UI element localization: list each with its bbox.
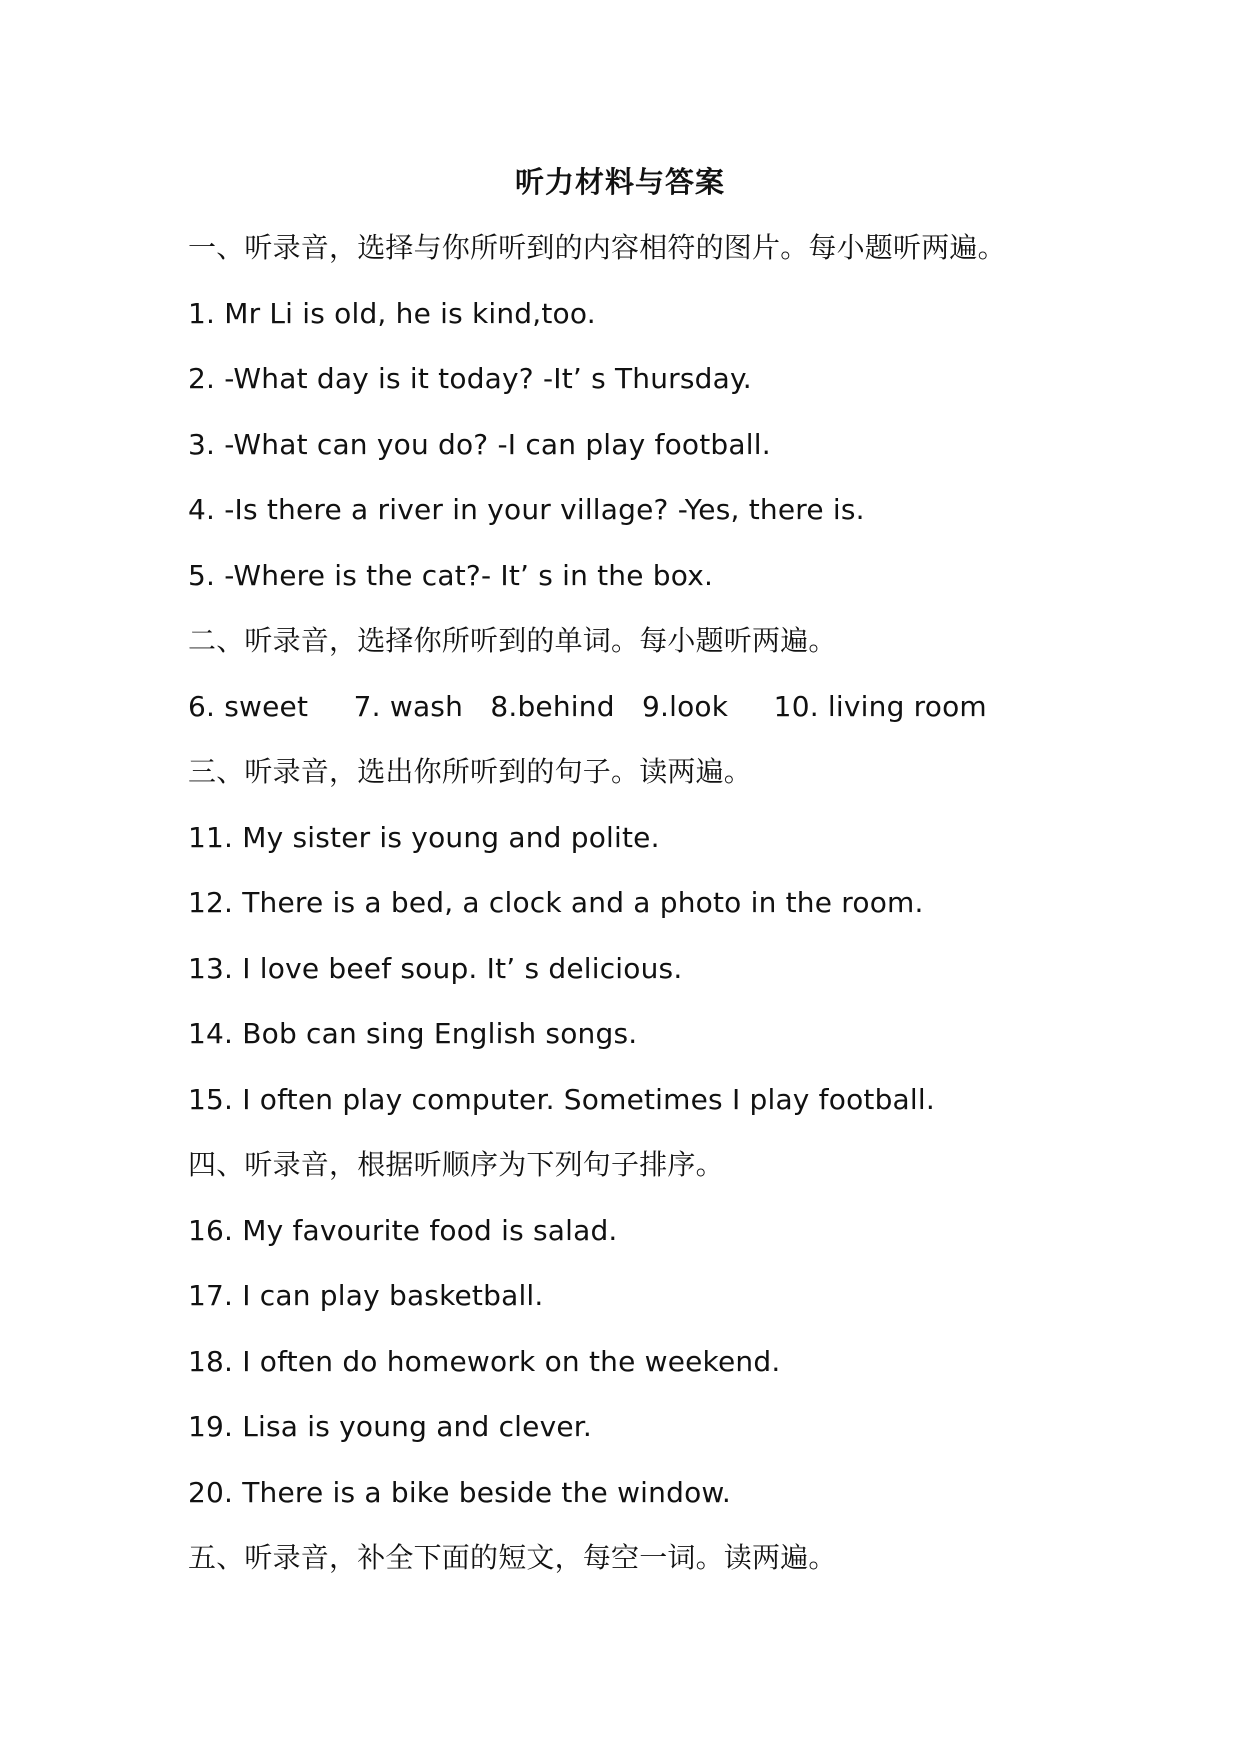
listening-item-13: 13. I love beef soup. It’ s delicious. bbox=[188, 951, 683, 985]
section-heading-4: 四、听录音，根据听顺序为下列句子排序。 bbox=[188, 1148, 724, 1181]
listening-item-5: 5. -Where is the cat?- It’ s in the box. bbox=[188, 558, 714, 592]
section-heading-3: 三、听录音，选出你所听到的句子。读两遍。 bbox=[188, 755, 753, 788]
page-title: 听力材料与答案 bbox=[514, 165, 725, 199]
listening-item-3: 3. -What can you do? -I can play football. bbox=[188, 427, 771, 461]
listening-item-18: 18. I often do homework on the weekend. bbox=[188, 1344, 781, 1378]
listening-item-1: 1. Mr Li is old, he is kind,too. bbox=[188, 296, 596, 330]
section-heading-5: 五、听录音，补全下面的短文，每空一词。读两遍。 bbox=[188, 1541, 837, 1574]
listening-item-2: 2. -What day is it today? -It’ s Thursday. bbox=[188, 362, 752, 395]
listening-item-12: 12. There is a bed, a clock and a photo in the room. bbox=[188, 886, 924, 919]
word-list-line: 6. sweet 7. wash 8.behind 9.look 10. living room bbox=[188, 689, 987, 723]
content-lines bbox=[188, 226, 1148, 1602]
listening-item-16: 16. My favourite food is salad. bbox=[188, 1213, 618, 1247]
listening-item-4: 4. -Is there a river in your village? -Yes, there is. bbox=[188, 493, 865, 526]
listening-item-20: 20. There is a bike beside the window. bbox=[188, 1475, 732, 1509]
listening-item-17: 17. I can play basketball. bbox=[188, 1279, 544, 1312]
listening-item-15: 15. I often play computer. Sometimes I play football. bbox=[188, 1082, 935, 1116]
section-heading-1: 一、听录音，选择与你所听到的内容相符的图片。每小题听两遍。 bbox=[188, 231, 1006, 264]
listening-item-14: 14. Bob can sing English songs. bbox=[188, 1017, 638, 1050]
listening-item-11: 11. My sister is young and polite. bbox=[188, 820, 660, 854]
listening-item-19: 19. Lisa is young and clever. bbox=[188, 1410, 593, 1443]
section-heading-2: 二、听录音，选择你所听到的单词。每小题听两遍。 bbox=[188, 624, 837, 657]
